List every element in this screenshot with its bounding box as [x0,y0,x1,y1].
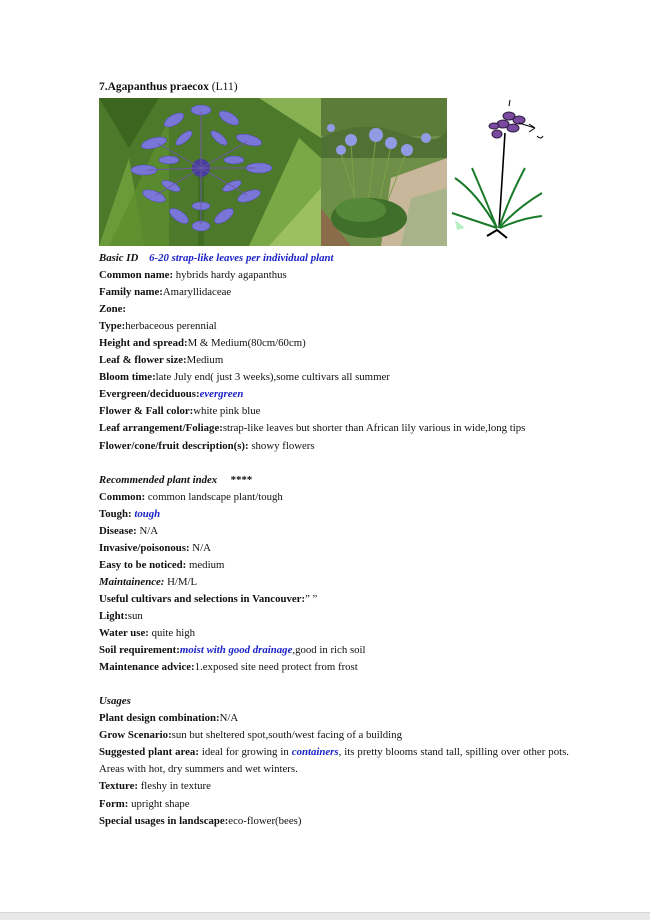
common-value: common landscape plant/tough [145,490,283,503]
recommended-title: Recommended plant index [99,473,218,486]
agapanthus-garden-clump-photo [321,98,447,246]
size-row [99,352,569,369]
size-value: Medium [186,354,224,367]
fruit-value: showy flowers [248,439,315,452]
family-value: Amaryllidaceae [162,286,232,299]
area-emphasis: containers [291,746,339,759]
scenario-row [99,727,569,744]
texture-label: Texture: [99,780,138,793]
light-value: sun [127,609,143,622]
bloom-value: late July end( just 3 weeks),some cultivars all summer [155,371,390,384]
common-label: Common: [99,490,146,503]
evergreen-value: evergreen [199,388,244,401]
form-value: upright shape [128,797,190,810]
heading-number: 7. [99,81,108,93]
evergreen-label: Evergreen/deciduous: [99,388,200,401]
invasive-label: Invasive/poisonous: [99,541,190,554]
soil-label: Soil requirement: [99,644,180,657]
special-label: Special usages in landscape: [99,814,229,827]
cultivars-value: ” ” [305,592,318,605]
scenario-value: sun but sheltered spot,south/west facing of a building [171,729,402,742]
light-label: Light: [99,609,128,622]
basic-id-title: Basic ID [99,252,139,264]
bloom-label: Bloom time: [99,371,156,384]
plant-heading [99,80,238,94]
color-label: Flower & Fall color: [99,405,194,418]
foliage-value: strap-like leaves but shorter than African lily various in wide,long tips [222,422,526,435]
spacer [99,676,569,693]
fruit-row [99,438,569,455]
photo-strip [99,98,547,246]
area-label: Suggested plant area: [99,746,199,759]
color-value: white pink blue [193,405,261,418]
basic-id-heading [99,250,569,267]
height-value: M & Medium(80cm/60cm) [187,337,306,350]
tough-label: Tough: [99,507,132,520]
family-row [99,284,569,301]
bloom-row [99,369,569,386]
advice-value: 1.exposed site need protect from frost [194,661,358,674]
advice-label: Maintenance advice: [99,661,195,674]
recommended-stars: **** [230,473,253,486]
maintainence-row [99,574,569,591]
type-label: Type: [99,320,126,333]
tough-row [99,506,569,523]
combo-row [99,710,569,727]
common-name-row [99,267,569,284]
fruit-label: Flower/cone/fruit description(s): [99,439,249,452]
noticed-label: Easy to be noticed: [99,558,187,571]
soil-emphasis: moist with good drainage [179,644,293,657]
agapanthus-sketch-drawing [447,98,547,246]
usages-title: Usages [99,695,131,708]
light-row [99,608,569,625]
plant-details [99,250,569,830]
tough-value: tough [134,507,161,520]
agapanthus-flower-closeup-photo [99,98,321,246]
area-row [99,744,569,778]
area-pre: ideal for growing in [198,746,292,759]
cultivars-row [99,591,569,608]
common-name-value: hybrids hardy agapanthus [173,269,287,282]
combo-value: N/A [219,712,239,725]
special-row [99,813,569,830]
zone-row [99,301,569,318]
noticed-value: medium [186,558,225,571]
disease-value: N/A [136,524,159,537]
size-label: Leaf & flower size: [99,354,187,367]
spacer [99,455,569,472]
form-label: Form: [99,797,129,810]
soil-value: ,good in rich soil [292,644,366,657]
texture-value: fleshy in texture [138,780,211,793]
maintainence-value: H/M/L [164,575,198,588]
disease-label: Disease: [99,524,137,537]
foliage-label: Leaf arrangement/Foliage: [99,422,223,435]
heading-code: (L11) [208,81,238,93]
water-value: quite high [148,627,196,640]
advice-row [99,659,569,676]
maintainence-label: Maintainence: [99,575,165,588]
cultivars-label: Useful cultivars and selections in Vancouver: [99,592,306,605]
zone-label: Zone: [99,303,126,316]
evergreen-row [99,386,569,403]
scenario-label: Grow Scenario: [99,729,172,742]
water-row [99,625,569,642]
noticed-row [99,557,569,574]
heading-plant-name: Agapanthus praecox [107,81,209,93]
basic-id-tagline: 6-20 strap-like leaves per individual plant [149,252,334,264]
usages-heading [99,693,569,710]
area-post: , its pretty blooms stand tall, spilling over other pots. Areas with hot, dry summers and wet winters. [99,746,569,776]
soil-row [99,642,569,659]
height-label: Height and spread: [99,337,188,350]
combo-label: Plant design combination: [99,712,220,725]
water-label: Water use: [99,627,149,640]
special-value: eco-flower(bees) [228,814,302,827]
texture-row [99,778,569,795]
family-label: Family name: [99,286,163,299]
color-row [99,403,569,420]
type-row [99,318,569,335]
invasive-value: N/A [189,541,211,554]
form-row [99,796,569,813]
type-value: herbaceous perennial [125,320,217,333]
recommended-heading [99,472,569,489]
disease-row [99,523,569,540]
invasive-row [99,540,569,557]
height-row [99,335,569,352]
common-row [99,489,569,506]
foliage-row [99,420,569,437]
common-name-label: Common name: [99,269,174,282]
